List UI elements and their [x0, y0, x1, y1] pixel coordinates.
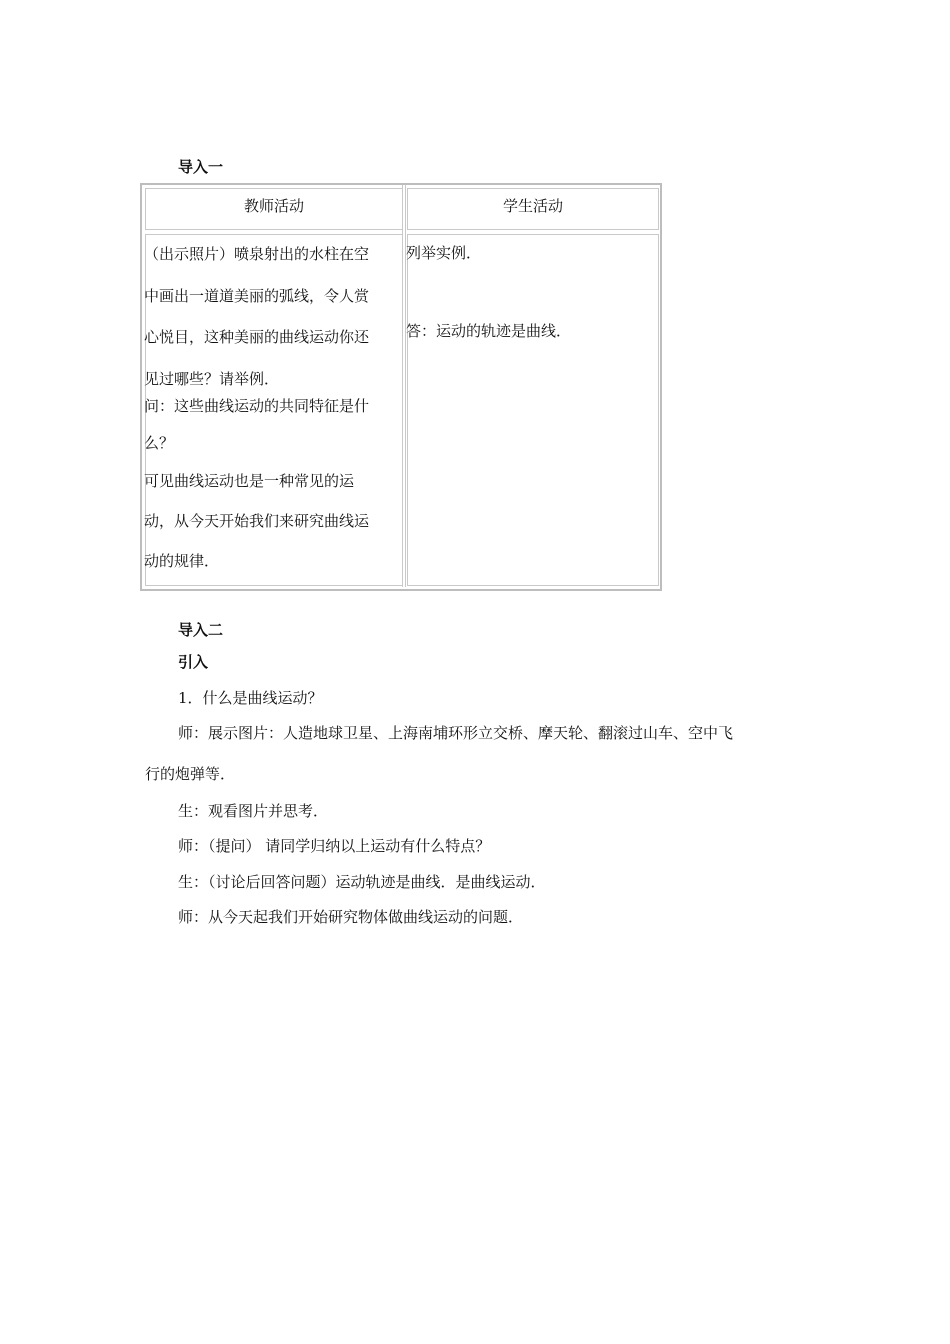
student-line: 答：运动的轨迹是曲线．: [406, 322, 572, 340]
teacher-line: 问：这些曲线运动的共同特征是什: [144, 397, 370, 415]
section2-subheading: 引入: [178, 653, 209, 671]
section1-heading: 导入一: [178, 158, 224, 176]
student-line: 列举实例．: [406, 244, 482, 262]
paragraph: 生：观看图片并思考．: [178, 802, 329, 820]
teacher-line: 见过哪些？请举例．: [144, 370, 280, 388]
activity-table: [140, 183, 662, 591]
teacher-line: 动，从今天开始我们来研究曲线运: [144, 512, 370, 530]
teacher-line: 么？: [144, 434, 175, 452]
teacher-line: 动的规律．: [144, 552, 220, 570]
paragraph: 1．什么是曲线运动？: [178, 689, 323, 707]
section2-heading: 导入二: [178, 621, 224, 639]
paragraph: 师：展示图片：人造地球卫星、上海南埔环形立交桥、摩天轮、翻滚过山车、空中飞: [178, 724, 734, 742]
header-student: 学生活动: [407, 188, 659, 230]
paragraph: 师：从今天起我们开始研究物体做曲线运动的问题．: [178, 908, 524, 926]
paragraph: 行的炮弹等．: [145, 765, 236, 783]
paragraph: 生：（讨论后回答问题）运动轨迹是曲线．是曲线运动．: [178, 873, 546, 891]
teacher-line: 可见曲线运动也是一种常见的运: [144, 472, 355, 490]
student-activity-text: [406, 233, 658, 349]
teacher-line: （出示照片）喷泉射出的水柱在空: [144, 245, 370, 263]
header-teacher: 教师活动: [145, 188, 403, 230]
teacher-line: 心悦目，这种美丽的曲线运动你还: [144, 328, 370, 346]
paragraph: 师：（提问） 请同学归纳以上运动有什么特点？: [178, 837, 491, 855]
teacher-activity-text: [144, 233, 402, 579]
teacher-line: 中画出一道道美丽的弧线，令人赏: [144, 287, 370, 305]
